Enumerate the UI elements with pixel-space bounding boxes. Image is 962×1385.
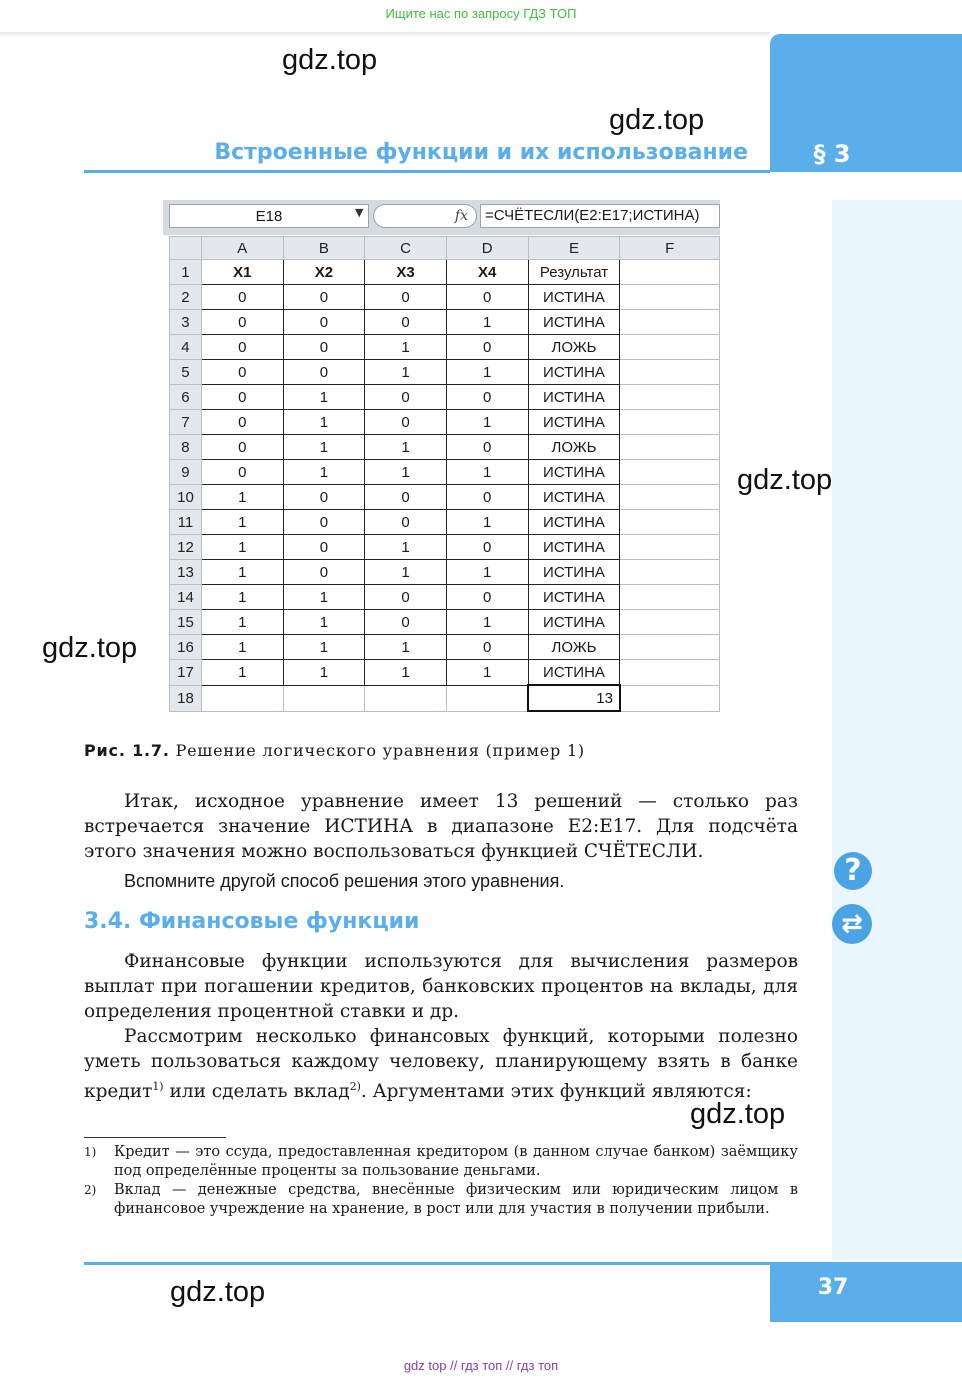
footnote-ref[interactable]: 1) [152,1080,164,1093]
cell[interactable]: 1 [283,460,365,485]
cell[interactable]: 1 [365,660,447,686]
table-row [170,635,720,660]
paragraph-part: Рассмотрим несколько финансовых функций, которыми полезно уметь пользоваться каждому человеку, планирующему взять в банке кредит [84,1026,798,1103]
cell[interactable]: 0 [446,585,528,610]
watermark: gdz.top [42,632,138,664]
cell[interactable]: 1 [446,360,528,385]
cell[interactable]: 1 [201,510,283,535]
cell[interactable] [620,660,720,686]
cell[interactable]: 0 [446,635,528,660]
cell[interactable]: 0 [201,385,283,410]
column-header[interactable]: E [528,237,620,260]
cell[interactable] [620,360,720,385]
column-header[interactable]: C [365,237,447,260]
watermark: gdz.top [282,44,378,76]
cell[interactable]: 0 [446,385,528,410]
fx-icon[interactable]: fx [373,204,477,228]
cell[interactable]: 0 [365,410,447,435]
paragraph: Итак, исходное уравнение имеет 13 решений — столько раз встречается значение ИСТИНА в диапазоне E2:E17. Для подсчёта этого значения можно воспользоваться функцией СЧЁТЕСЛИ. [84,791,798,862]
column-header[interactable]: A [201,237,283,260]
cell[interactable]: X3 [365,260,447,285]
cell[interactable] [620,535,720,560]
cell[interactable]: 1 [283,585,365,610]
cell[interactable]: 0 [365,510,447,535]
cell[interactable]: 0 [201,285,283,310]
table-row [170,360,720,385]
chevron-down-icon[interactable]: ▼ [355,206,364,219]
cell[interactable]: 1 [201,585,283,610]
cell[interactable]: 1 [365,360,447,385]
page-number: 37 [817,1275,849,1300]
cell[interactable]: 0 [365,385,447,410]
cell[interactable]: 1 [283,660,365,686]
cell[interactable] [620,385,720,410]
cell[interactable]: 0 [283,360,365,385]
paragraph: Финансовые функции используются для вычисления размеров выплат при погашении кредитов, банковских процентов на вклады, для определения процентной ставки и др. [84,951,798,1022]
row-header[interactable]: 1 [170,260,202,285]
cell[interactable] [620,635,720,660]
cell[interactable]: 0 [283,335,365,360]
table-row [170,385,720,410]
table-row [170,460,720,485]
cell[interactable] [620,410,720,435]
figure-caption-label: Рис. 1.7. [84,741,170,760]
cell[interactable]: 0 [283,285,365,310]
cell[interactable] [620,685,720,711]
cell[interactable]: 0 [446,335,528,360]
cell[interactable] [365,685,447,711]
cell[interactable]: 1 [446,610,528,635]
row-header[interactable]: 13 [170,560,202,585]
cell[interactable]: 1 [201,610,283,635]
select-all-corner[interactable] [170,237,202,260]
cell[interactable]: 0 [446,285,528,310]
cell[interactable] [620,460,720,485]
footnote-text: Кредит — это ссуда, предоставленная кредитором (в данном случае банком) заёмщику под определённые проценты за пользование деньгами. [114,1144,798,1179]
footnote-mark: 2) [84,1183,97,1197]
column-header[interactable]: F [620,237,720,260]
cell[interactable]: X2 [283,260,365,285]
chapter-title: Встроенные функции и их использование [214,140,748,165]
cell[interactable]: ЛОЖЬ [528,635,620,660]
table-row [170,285,720,310]
paragraph-part: . Аргументами этих функций являются: [360,1081,752,1103]
cell[interactable]: ИСТИНА [528,535,620,560]
cell[interactable]: 0 [283,485,365,510]
row-header[interactable]: 5 [170,360,202,385]
cell[interactable]: ИСТИНА [528,310,620,335]
figure-caption-text: Решение логического уравнения (пример 1) [175,741,585,760]
spreadsheet-grid [169,236,720,712]
top-banner[interactable]: Ищите нас по запросу ГДЗ ТОП [385,6,577,21]
footnote-mark: 1) [84,1145,97,1159]
side-margin-panel [832,200,962,1260]
watermark: gdz.top [170,1276,266,1308]
formula-input[interactable]: =СЧЁТЕСЛИ(E2:E17;ИСТИНА) [480,204,720,228]
row-header[interactable]: 10 [170,485,202,510]
cell[interactable]: 1 [201,635,283,660]
figure-caption [84,741,784,760]
cell[interactable] [620,510,720,535]
row-header[interactable]: 6 [170,385,202,410]
cell[interactable]: 0 [365,310,447,335]
cell[interactable]: 0 [365,610,447,635]
cell[interactable]: 1 [365,635,447,660]
cell[interactable]: ИСТИНА [528,610,620,635]
cell[interactable]: ИСТИНА [528,560,620,585]
cell[interactable] [620,310,720,335]
cell[interactable]: 1 [201,660,283,686]
table-row [170,310,720,335]
cell[interactable]: 0 [446,485,528,510]
table-row [170,660,720,686]
cell[interactable] [620,335,720,360]
cell[interactable]: ИСТИНА [528,485,620,510]
footnote-rule [84,1137,226,1138]
table-row [170,260,720,285]
cell[interactable]: 1 [446,560,528,585]
row-header[interactable]: 14 [170,585,202,610]
row-header[interactable]: 12 [170,535,202,560]
row-header[interactable]: 17 [170,660,202,686]
cell[interactable]: ИСТИНА [528,385,620,410]
row-header[interactable]: 16 [170,635,202,660]
cell[interactable]: 0 [446,435,528,460]
watermark: gdz.top [737,464,833,496]
cell[interactable]: ЛОЖЬ [528,335,620,360]
name-box[interactable]: E18 [169,204,369,228]
table-row [170,335,720,360]
row-header[interactable]: 9 [170,460,202,485]
column-header-row [170,237,720,260]
cell[interactable] [620,435,720,460]
selected-cell[interactable]: 13 [528,685,620,711]
cell[interactable]: 0 [365,585,447,610]
table-row [170,685,720,711]
watermark: gdz.top [609,104,705,136]
cell[interactable]: Результат [528,260,620,285]
table-row [170,410,720,435]
cell[interactable]: X1 [201,260,283,285]
cell[interactable]: 0 [365,485,447,510]
cell[interactable]: ИСТИНА [528,460,620,485]
cell[interactable]: 0 [201,335,283,360]
section-title: 3.4. Финансовые функции [84,909,420,934]
cell[interactable]: 0 [365,285,447,310]
table-row [170,485,720,510]
swap-arrows-icon: ⇄ [832,904,872,944]
cell[interactable]: 1 [283,635,365,660]
cell[interactable]: 1 [283,610,365,635]
cell[interactable]: 0 [283,535,365,560]
footnote-text: Вклад — денежные средства, внесённые физическим или юридическим лицом в финансовое учреждение на хранение, в рост или для участия в получении прибыли. [114,1182,798,1217]
cell[interactable]: ИСТИНА [528,510,620,535]
cell[interactable]: ЛОЖЬ [528,435,620,460]
cell[interactable]: 1 [283,385,365,410]
cell[interactable]: ИСТИНА [528,410,620,435]
footnote [84,1143,798,1181]
cell[interactable] [201,685,283,711]
footnote [84,1181,798,1219]
footer-rule [84,1262,770,1265]
cell[interactable]: 1 [283,435,365,460]
cell[interactable]: 0 [283,310,365,335]
cell[interactable] [446,685,528,711]
cell[interactable]: 1 [365,435,447,460]
row-header[interactable]: 2 [170,285,202,310]
row-header[interactable]: 7 [170,410,202,435]
page-top-shadow [0,32,770,38]
table-row [170,510,720,535]
cell[interactable] [620,560,720,585]
table-row [170,535,720,560]
cell[interactable]: 0 [201,310,283,335]
cell[interactable]: ИСТИНА [528,585,620,610]
header-rule [84,170,770,173]
cell[interactable]: 0 [201,410,283,435]
cell[interactable]: 0 [446,535,528,560]
question-text: Вспомните другой способ решения этого уравнения. [124,871,565,891]
bottom-banner[interactable]: gdz top // гдз топ // гдз топ [403,1358,559,1373]
column-header[interactable]: B [283,237,365,260]
formula-bar [163,200,720,235]
cell[interactable]: ИСТИНА [528,285,620,310]
cell[interactable]: 1 [201,485,283,510]
spreadsheet-figure [163,200,720,716]
column-header[interactable]: D [446,237,528,260]
table-row [170,435,720,460]
cell[interactable]: ИСТИНА [528,660,620,686]
row-header[interactable]: 18 [170,685,202,711]
row-header[interactable]: 8 [170,435,202,460]
cell[interactable]: 1 [201,560,283,585]
cell[interactable]: 1 [446,310,528,335]
cell[interactable]: 0 [283,510,365,535]
cell[interactable]: 1 [365,535,447,560]
cell[interactable]: 1 [446,410,528,435]
table-row [170,560,720,585]
cell[interactable]: 1 [283,410,365,435]
paragraph-number: § 3 [813,140,851,168]
cell[interactable]: 1 [365,560,447,585]
cell[interactable] [620,585,720,610]
cell[interactable]: 0 [201,435,283,460]
cell[interactable] [283,685,365,711]
cell[interactable]: 1 [365,460,447,485]
row-header[interactable]: 15 [170,610,202,635]
cell[interactable] [620,610,720,635]
question-circle-icon: ? [834,852,872,890]
row-header[interactable]: 11 [170,510,202,535]
cell[interactable]: X4 [446,260,528,285]
cell[interactable] [620,260,720,285]
cell[interactable]: 1 [365,335,447,360]
cell[interactable]: 0 [201,360,283,385]
cell[interactable]: 1 [201,535,283,560]
cell[interactable] [620,485,720,510]
watermark: gdz.top [690,1098,786,1130]
paragraph [84,1024,798,1104]
cell[interactable]: ИСТИНА [528,360,620,385]
row-header[interactable]: 3 [170,310,202,335]
cell[interactable]: 0 [201,460,283,485]
cell[interactable]: 1 [446,460,528,485]
cell[interactable] [620,285,720,310]
row-header[interactable]: 4 [170,335,202,360]
table-row [170,585,720,610]
footnote-ref[interactable]: 2) [349,1080,361,1093]
table-row [170,610,720,635]
paragraph-part: или сделать вклад [163,1081,350,1103]
cell[interactable]: 1 [446,660,528,686]
cell[interactable]: 0 [283,560,365,585]
cell[interactable]: 1 [446,510,528,535]
